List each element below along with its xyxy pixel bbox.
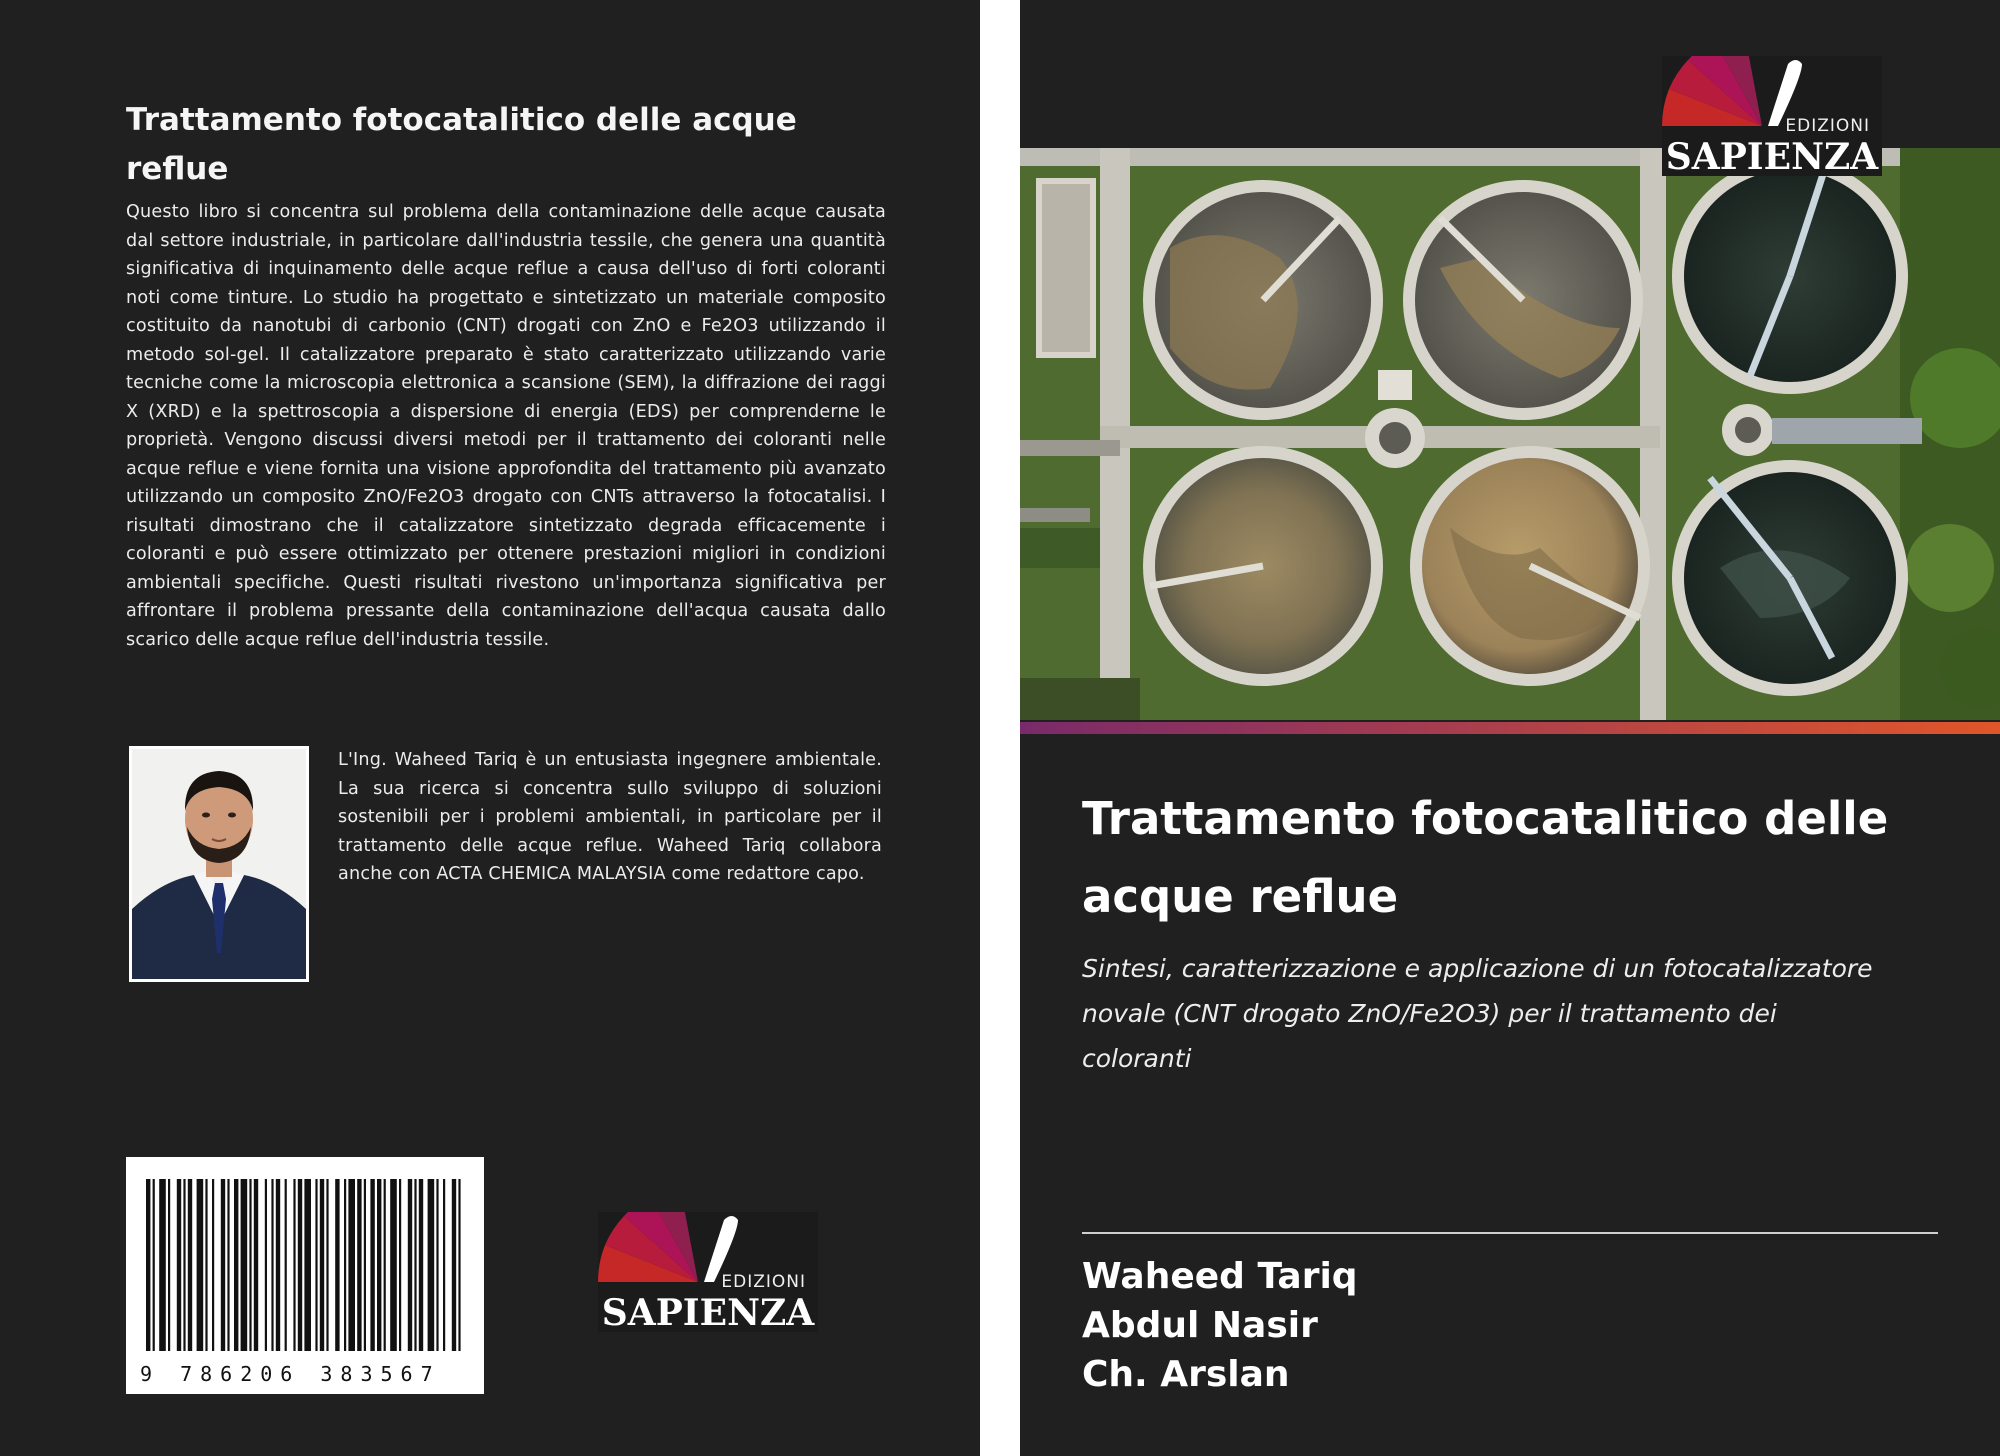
barcode-bar [276,1179,280,1351]
publisher-edizioni: EDIZIONI [1785,116,1870,136]
barcode-bar [234,1179,238,1351]
author-divider [1082,1232,1938,1234]
back-cover-title: Trattamento fotocatalitico delle acque reflue [126,102,797,187]
barcode-bar [241,1179,248,1351]
accent-stripe [1020,722,2000,734]
author-name: Abdul Nasir [1082,1305,1318,1346]
barcode-bar [348,1179,355,1351]
barcode-bar [271,1179,273,1351]
barcode-bar [443,1179,445,1351]
barcode-bar [377,1179,381,1351]
barcode-bar [146,1179,150,1351]
barcode-bar [436,1179,438,1351]
publisher-logo-back [598,1212,818,1332]
barcode-bar [364,1179,366,1351]
barcode-bar [265,1179,267,1351]
front-cover [1020,0,2000,1456]
barcode-bar [370,1179,374,1351]
barcode-bar [326,1179,328,1351]
barcode-bar [177,1179,181,1351]
barcode-bar [249,1179,251,1351]
barcode-bar [159,1179,166,1351]
author-list [1082,1252,1358,1399]
back-cover [0,0,980,1456]
barcode-bar [428,1179,435,1351]
front-cover-subtitle: Sintesi, caratterizzazione e applicazione di un fotocatalizzatore novale (CNT drogato ZnO/Fe2O3) per il trattamento dei coloranti [1082,954,1873,1073]
barcode-bar [205,1179,207,1351]
barcode-bar [227,1179,229,1351]
publisher-edizioni: EDIZIONI [721,1272,806,1292]
barcode-bar [320,1179,324,1351]
barcode-bar [298,1179,302,1351]
barcode-bar [254,1179,258,1351]
barcode-bar [344,1179,346,1351]
barcode-bar [293,1179,295,1351]
barcode-bar [197,1179,204,1351]
back-cover-blurb: Questo libro si concentra sul problema della contaminazione delle acque causata dal settore industriale, in particolare dall'industria tessile, che genera una quantità significativa di inquinamento delle acque reflue a causa dell'uso di forti coloranti noti come tinture. Lo studio ha progettato e sintetizzato un materiale composito costituito da nanotubi di carbonio (CNT) drogati con ZnO e Fe2O3 utilizzando il metodo sol-gel. Il catalizzatore preparato è stato caratterizzato utilizzando varie tecniche come la microscopia elettronica a scansione (SEM), la diffrazione dei raggi X (XRD) e la spettroscopia a dispersione di energia (EDS) per comprenderne le proprietà. Vengono discussi diversi metodi per il trattamento dei coloranti nelle acque reflue e viene fornita una visione approfondita del trattamento più avanzato utilizzando un composito ZnO/Fe2O3 drogato con CNTs attraverso la fotocatalisi. I risultati dimostrano che il catalizzatore sintetizzato degrada efficacemente i coloranti e può essere ottimizzato per ottenere prestazioni migliori in condizioni ambientali specifiche. Questi risultati rivestono un'importanza significativa per affrontare il problema pressante della contaminazione dell'acqua causata dallo scarico delle acque reflue dell'industria tessile. [126,202,886,650]
author-name: Waheed Tariq [1082,1256,1358,1297]
barcode-bar [153,1179,155,1351]
barcode-bar [357,1179,361,1351]
barcode-bar [212,1179,214,1351]
isbn-digits: 9 786206 383567 [140,1362,441,1386]
barcode-bar [183,1179,185,1351]
barcode-bar [304,1179,311,1351]
barcode-bar [335,1179,339,1351]
author-name: Ch. Arslan [1082,1354,1290,1395]
barcode-bar [458,1179,460,1351]
author-bio: L'Ing. Waheed Tariq è un entusiasta ingegnere ambientale. La sua ricerca si concentra sullo sviluppo di soluzioni sostenibili per i problemi ambientali, in particolare per il trattamento delle acque reflue. Waheed Tariq collabora anche con ACTA CHEMICA MALAYSIA come redattore capo. [338,750,882,884]
barcode-bar [221,1179,225,1351]
publisher-name: SAPIENZA [601,1292,815,1334]
barcode-bar [315,1179,317,1351]
aerial-photo-treatment-plant [1020,148,2000,720]
barcode-bar [452,1179,456,1351]
barcode-bar [399,1179,401,1351]
author-photo [129,746,309,982]
publisher-logo-front [1662,56,1882,176]
barcode-bar [408,1179,412,1351]
barcode-bar [285,1179,287,1351]
isbn-barcode [126,1157,484,1394]
front-cover-title: Trattamento fotocatalitico delle acque reflue [1082,792,1889,923]
barcode-bar [390,1179,397,1351]
barcode-bar [414,1179,416,1351]
publisher-name: SAPIENZA [1665,136,1879,178]
barcode-bar [419,1179,423,1351]
barcode-bar [188,1179,192,1351]
barcode-bar [384,1179,386,1351]
barcode-bar [168,1179,170,1351]
